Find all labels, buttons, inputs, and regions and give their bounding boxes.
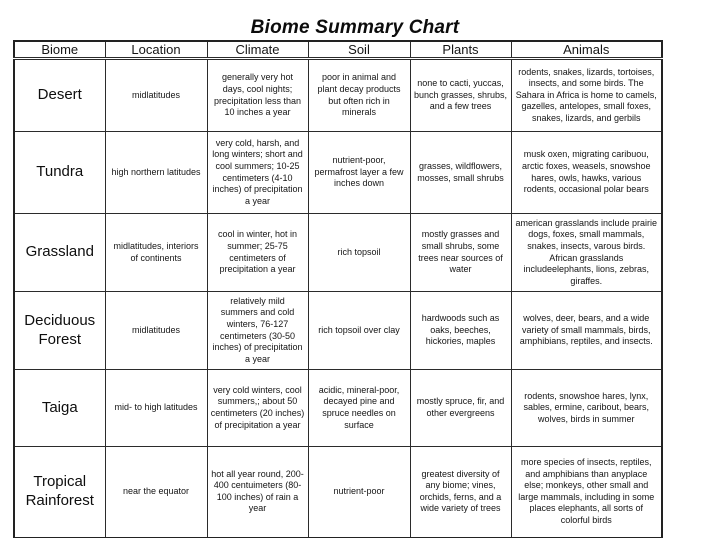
desert-climate-cell: generally very hot days, cool nights; precipitation less than 10 inches a year (207, 59, 308, 132)
taiga-soil-cell: acidic, mineral-poor, decayed pine and spruce needles on surface (308, 370, 410, 447)
taiga-location-cell: mid- to high latitudes (105, 370, 207, 447)
table-row-tundra (14, 132, 662, 214)
desert-plants-cell: none to cacti, yuccas, bunch grasses, shrubs, and a few trees (410, 59, 511, 132)
grassland-location-cell: midlatitudes, interiors of continents (105, 214, 207, 292)
grassland-animals-cell: american grasslands include prairie dogs, foxes, small mammals, snakes, insects, varous birds. African grasslands includeelephants, lions, zebras, giraffes. (511, 214, 662, 292)
column-header-soil: Soil (308, 41, 410, 59)
column-header-climate: Climate (207, 41, 308, 59)
desert-biome-cell: Desert (14, 59, 105, 132)
table-row-desert (14, 59, 662, 132)
deciduous-forest-location-cell: midlatitudes (105, 292, 207, 370)
desert-soil-cell: poor in animal and plant decay products but often rich in minerals (308, 59, 410, 132)
table-row-grassland (14, 214, 662, 292)
tundra-plants-cell: grasses, wildflowers, mosses, small shrubs (410, 132, 511, 214)
taiga-climate-cell: very cold winters, cool summers,; about 50 centimeters (20 inches) of precipitation a year (207, 370, 308, 447)
tropical-rainforest-soil-cell: nutrient-poor (308, 447, 410, 538)
tundra-climate-cell: very cold, harsh, and long winters; short and cool summers; 10-25 centimeters (4-10 inches) of precipitation a year (207, 132, 308, 214)
deciduous-forest-climate-cell: relatively mild summers and cold winters, 76-127 centimeters (30-50 inches) of precipitation a year (207, 292, 308, 370)
grassland-biome-cell: Grassland (14, 214, 105, 292)
grassland-plants-cell: mostly grasses and small shrubs, some trees near sources of water (410, 214, 511, 292)
biome-table (13, 40, 663, 538)
tundra-location-cell: high northern latitudes (105, 132, 207, 214)
column-header-plants: Plants (410, 41, 511, 59)
desert-animals-cell: rodents, snakes, lizards, tortoises, insects, and some birds. The Sahara in Africa is home to camels, gazelles, antelopes, small foxes, snakes, lizards, and gerbils (511, 59, 662, 132)
deciduous-forest-biome-cell: Deciduous Forest (14, 292, 105, 370)
tropical-rainforest-climate-cell: hot all year round, 200-400 centuimeters (80-100 inches) of rain a year (207, 447, 308, 538)
taiga-biome-cell: Taiga (14, 370, 105, 447)
column-header-animals: Animals (511, 41, 662, 59)
deciduous-forest-soil-cell: rich topsoil over clay (308, 292, 410, 370)
taiga-plants-cell: mostly spruce, fir, and other evergreens (410, 370, 511, 447)
deciduous-forest-plants-cell: hardwoods such as oaks, beeches, hickories, maples (410, 292, 511, 370)
column-header-biome: Biome (14, 41, 105, 59)
deciduous-forest-animals-cell: wolves, deer, bears, and a wide variety of small mammals, birds, amphibians, reptiles, and insects. (511, 292, 662, 370)
grassland-climate-cell: cool in winter, hot in summer; 25-75 centimeters of precipitation a year (207, 214, 308, 292)
tropical-rainforest-animals-cell: more species of insects, reptiles, and amphibians than anyplace else; monkeys, other small and large mammals, including in some places elephants, all sorts of colorful birds (511, 447, 662, 538)
tropical-rainforest-plants-cell: greatest diversity of any biome; vines, orchids, ferns, and a wide variety of trees (410, 447, 511, 538)
tropical-rainforest-location-cell: near the equator (105, 447, 207, 538)
table-header-row (14, 41, 662, 59)
taiga-animals-cell: rodents, snowshoe hares, lynx, sables, ermine, caribout, bears, wolves, birds in summer (511, 370, 662, 447)
table-row-tropical-rainforest (14, 447, 662, 538)
desert-location-cell: midlatitudes (105, 59, 207, 132)
tundra-biome-cell: Tundra (14, 132, 105, 214)
tropical-rainforest-biome-cell: Tropical Rainforest (14, 447, 105, 538)
table-row-deciduous-forest (14, 292, 662, 370)
page-title: Biome Summary Chart (250, 17, 460, 38)
table-row-taiga (14, 370, 662, 447)
grassland-soil-cell: rich topsoil (308, 214, 410, 292)
tundra-soil-cell: nutrient-poor, permafrost layer a few inches down (308, 132, 410, 214)
column-header-location: Location (105, 41, 207, 59)
tundra-animals-cell: musk oxen, migrating caribuou, arctic foxes, weasels, snowshoe hares, owls, hawks, various rodents, occasional polar bears (511, 132, 662, 214)
